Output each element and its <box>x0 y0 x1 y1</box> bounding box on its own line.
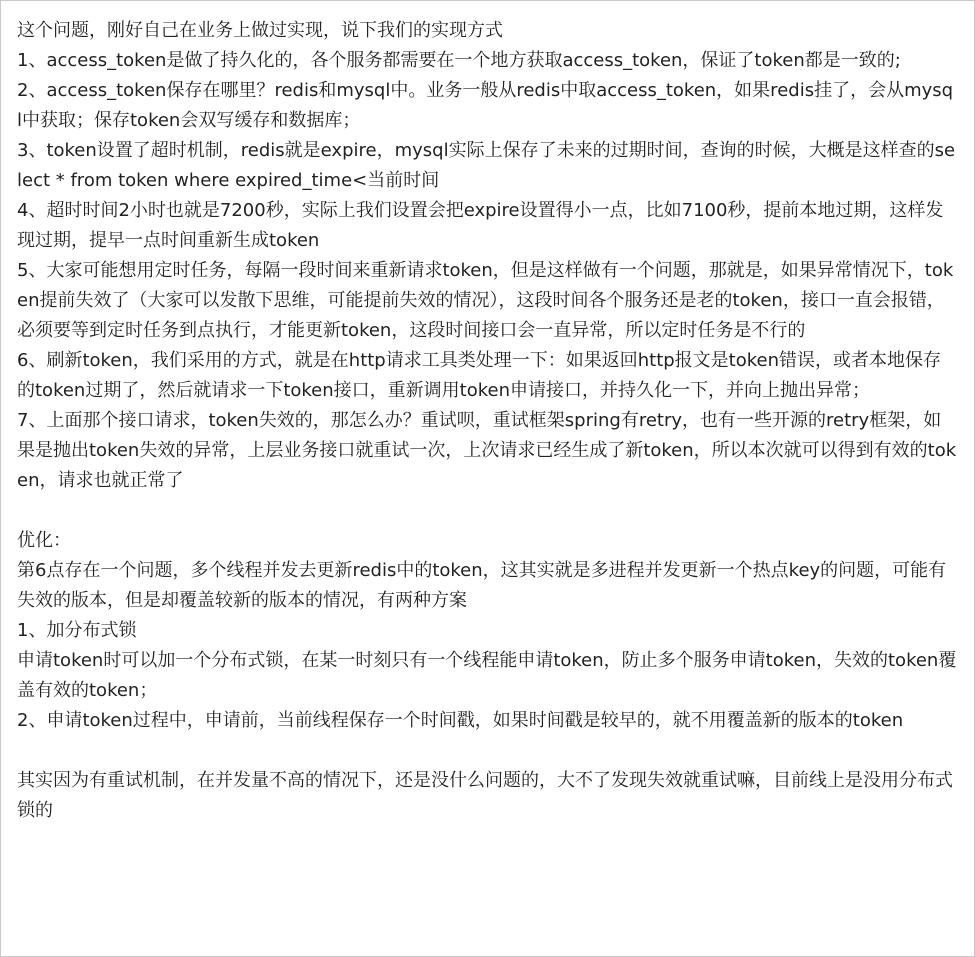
blank-line <box>17 496 958 526</box>
point-2: 2、access_token保存在哪里？redis和mysql中。业务一般从redis中取access_token，如果redis挂了，会从mysql中获取；保存token会双写缓存和数据库； <box>17 80 954 131</box>
point-6: 6、刷新token，我们采用的方式，就是在http请求工具类处理一下：如果返回http报文是token错误，或者本地保存的token过期了，然后就请求一下token接口，重新调用token申请接口，并持久化一下，并向上抛出异常； <box>17 350 942 401</box>
conclusion: 其实因为有重试机制，在并发量不高的情况下，还是没什么问题的，大不了发现失效就重试嘛，目前线上是没用分布式锁的 <box>17 770 953 821</box>
option-1-title: 1、加分布式锁 <box>17 620 137 641</box>
point-7: 7、上面那个接口请求，token失效的，那怎么办？重试呗，重试框架spring有retry，也有一些开源的retry框架，如果是抛出token失效的异常，上层业务接口就重试一次，上次请求已经生成了新token，所以本次就可以得到有效的token，请求也就正常了 <box>17 410 957 491</box>
blank-line <box>17 736 958 766</box>
optimization-problem: 第6点存在一个问题，多个线程并发去更新redis中的token，这其实就是多进程并发更新一个热点key的问题，可能有失效的版本，但是却覆盖较新的版本的情况，有两种方案 <box>17 560 947 611</box>
option-1-detail: 申请token时可以加一个分布式锁，在某一时刻只有一个线程能申请token，防止多个服务申请token，失效的token覆盖有效的token； <box>17 650 957 701</box>
point-4: 4、超时时间2小时也就是7200秒，实际上我们设置会把expire设置得小一点，比如7100秒，提前本地过期，这样发现过期，提早一点时间重新生成token <box>17 200 944 251</box>
point-5: 5、大家可能想用定时任务，每隔一段时间来重新请求token，但是这样做有一个问题，那就是，如果异常情况下，token提前失效了（大家可以发散下思维，可能提前失效的情况），这段时间各个服务还是老的token，接口一直会报错，必须要等到定时任务到点执行，才能更新token，这段时间接口会一直异常，所以定时任务是不行的 <box>17 260 954 341</box>
intro-line: 这个问题，刚好自己在业务上做过实现，说下我们的实现方式 <box>17 20 503 41</box>
option-2: 2、申请token过程中，申请前，当前线程保存一个时间戳，如果时间戳是较早的，就不用覆盖新的版本的token <box>17 710 904 731</box>
point-3: 3、token设置了超时机制，redis就是expire，mysql实际上保存了未来的过期时间，查询的时候，大概是这样查的select * from token where expired_time<当前时间 <box>17 140 956 191</box>
point-1: 1、access_token是做了持久化的，各个服务都需要在一个地方获取access_token，保证了token都是一致的; <box>17 50 901 71</box>
optimization-heading: 优化： <box>17 530 71 551</box>
